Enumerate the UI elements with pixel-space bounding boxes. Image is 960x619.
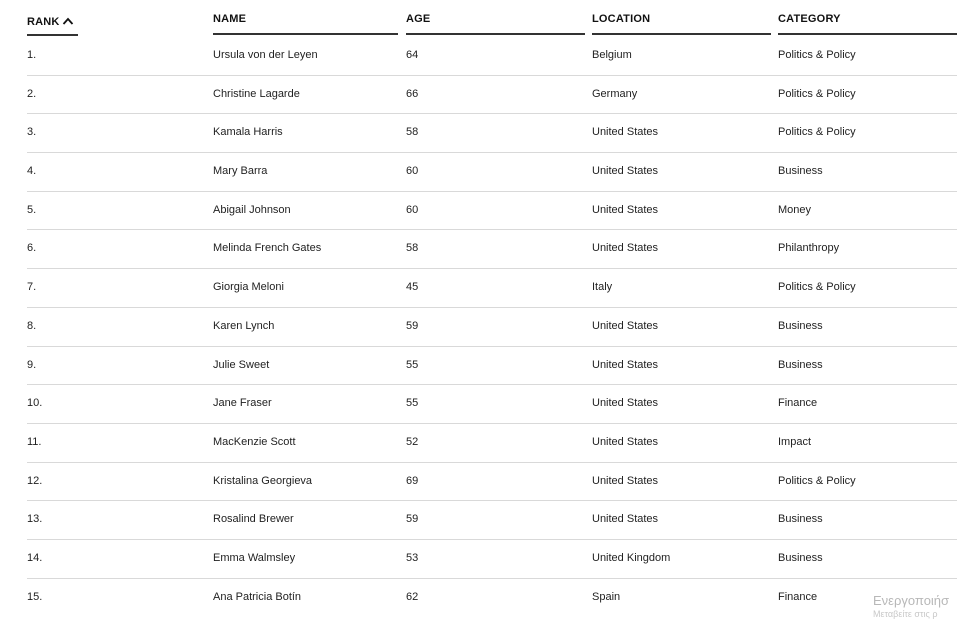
rank-cell: 9.: [27, 358, 37, 371]
location-column-header[interactable]: [592, 13, 771, 35]
rank-cell: 6.: [27, 242, 37, 255]
name-cell: Emma Walmsley: [213, 551, 296, 564]
category-column-header[interactable]: [778, 13, 957, 35]
rank-cell: 10.: [27, 397, 43, 410]
location-header-label: LOCATION: [592, 13, 651, 25]
name-cell: Abigail Johnson: [213, 203, 291, 216]
location-cell: United States: [592, 319, 659, 332]
location-cell: Spain: [592, 590, 621, 603]
table-row[interactable]: [27, 76, 957, 115]
age-header-label: AGE: [406, 13, 431, 25]
name-cell: Melinda French Gates: [213, 242, 322, 255]
category-cell: Politics & Policy: [778, 281, 856, 294]
rank-cell: 1.: [27, 49, 37, 61]
category-cell: Money: [778, 203, 812, 216]
category-cell: Philanthropy: [778, 242, 840, 255]
table-row[interactable]: [27, 579, 957, 618]
age-cell: 52: [406, 435, 419, 448]
location-cell: United States: [592, 513, 659, 526]
category-cell: Business: [778, 513, 823, 526]
age-cell: 60: [406, 165, 419, 178]
rank-cell: 13.: [27, 513, 43, 526]
table-row[interactable]: [27, 153, 957, 192]
category-cell: Politics & Policy: [778, 474, 856, 487]
age-cell: 69: [406, 474, 419, 487]
age-cell: 58: [406, 242, 419, 255]
category-cell: Politics & Policy: [778, 49, 856, 61]
rank-cell: 4.: [27, 165, 37, 178]
age-column-header[interactable]: [406, 13, 585, 35]
name-cell: Jane Fraser: [213, 397, 272, 410]
location-cell: United States: [592, 435, 659, 448]
location-cell: United Kingdom: [592, 551, 671, 564]
location-cell: Germany: [592, 87, 638, 100]
location-cell: United States: [592, 203, 659, 216]
name-cell: Ursula von der Leyen: [213, 49, 318, 61]
age-cell: 59: [406, 319, 419, 332]
category-header-label: CATEGORY: [778, 13, 841, 25]
location-cell: United States: [592, 126, 659, 139]
rank-cell: 5.: [27, 203, 37, 216]
rank-cell: 15.: [27, 590, 43, 603]
name-cell: Mary Barra: [213, 165, 268, 178]
category-cell: Business: [778, 165, 823, 178]
category-cell: Finance: [778, 397, 818, 410]
table-row[interactable]: [27, 114, 957, 153]
location-cell: United States: [592, 358, 659, 371]
age-cell: 53: [406, 551, 419, 564]
location-cell: United States: [592, 165, 659, 178]
name-cell: Kristalina Georgieva: [213, 474, 313, 487]
table-row[interactable]: [27, 269, 957, 308]
activation-watermark-subtitle: Μεταβείτε στις ρ: [873, 609, 938, 619]
chevron-up-icon[interactable]: [62, 16, 74, 26]
table-row[interactable]: [27, 463, 957, 502]
table-row[interactable]: [27, 230, 957, 269]
category-cell: Business: [778, 551, 823, 564]
name-column-header[interactable]: [213, 13, 398, 35]
location-cell: United States: [592, 242, 659, 255]
category-cell: Business: [778, 319, 823, 332]
name-cell: Kamala Harris: [213, 126, 283, 139]
rank-cell: 11.: [27, 435, 42, 448]
table-row[interactable]: [27, 424, 957, 463]
table-row[interactable]: [27, 385, 957, 424]
name-header-label: NAME: [213, 13, 247, 25]
rank-cell: 3.: [27, 126, 37, 139]
age-cell: 55: [406, 358, 419, 371]
age-cell: 45: [406, 281, 419, 294]
table-row[interactable]: [27, 347, 957, 386]
table-body: [27, 37, 957, 617]
rank-cell: 12.: [27, 474, 43, 487]
age-cell: 58: [406, 126, 419, 139]
name-cell: Giorgia Meloni: [213, 281, 284, 294]
rank-cell: 14.: [27, 551, 43, 564]
category-cell: Finance: [778, 590, 818, 603]
table-header: [27, 0, 957, 37]
location-cell: United States: [592, 397, 659, 410]
table-row[interactable]: [27, 37, 957, 76]
rank-column-header[interactable]: [27, 16, 78, 36]
age-cell: 62: [406, 590, 419, 603]
table-row[interactable]: [27, 540, 957, 579]
category-cell: Impact: [778, 435, 812, 448]
age-cell: 64: [406, 49, 419, 61]
rank-cell: 7.: [27, 281, 37, 294]
age-cell: 66: [406, 87, 419, 100]
location-cell: Italy: [592, 281, 613, 294]
location-cell: Belgium: [592, 49, 632, 61]
activation-watermark-title: Ενεργοποιήσ: [873, 593, 950, 608]
age-cell: 55: [406, 397, 419, 410]
name-cell: MacKenzie Scott: [213, 435, 296, 448]
age-cell: 60: [406, 203, 419, 216]
table-row[interactable]: [27, 192, 957, 231]
name-cell: Karen Lynch: [213, 319, 275, 332]
category-cell: Politics & Policy: [778, 126, 856, 139]
rankings-table: [27, 0, 957, 617]
name-cell: Rosalind Brewer: [213, 513, 294, 526]
age-cell: 59: [406, 513, 419, 526]
name-cell: Ana Patricia Botín: [213, 590, 302, 603]
rank-cell: 2.: [27, 87, 37, 100]
table-row[interactable]: [27, 308, 957, 347]
name-cell: Julie Sweet: [213, 358, 270, 371]
name-cell: Christine Lagarde: [213, 87, 300, 100]
rank-header-label: RANK: [27, 16, 60, 28]
category-cell: Business: [778, 358, 823, 371]
category-cell: Politics & Policy: [778, 87, 856, 100]
table-row[interactable]: [27, 501, 957, 540]
rank-cell: 8.: [27, 319, 37, 332]
location-cell: United States: [592, 474, 659, 487]
